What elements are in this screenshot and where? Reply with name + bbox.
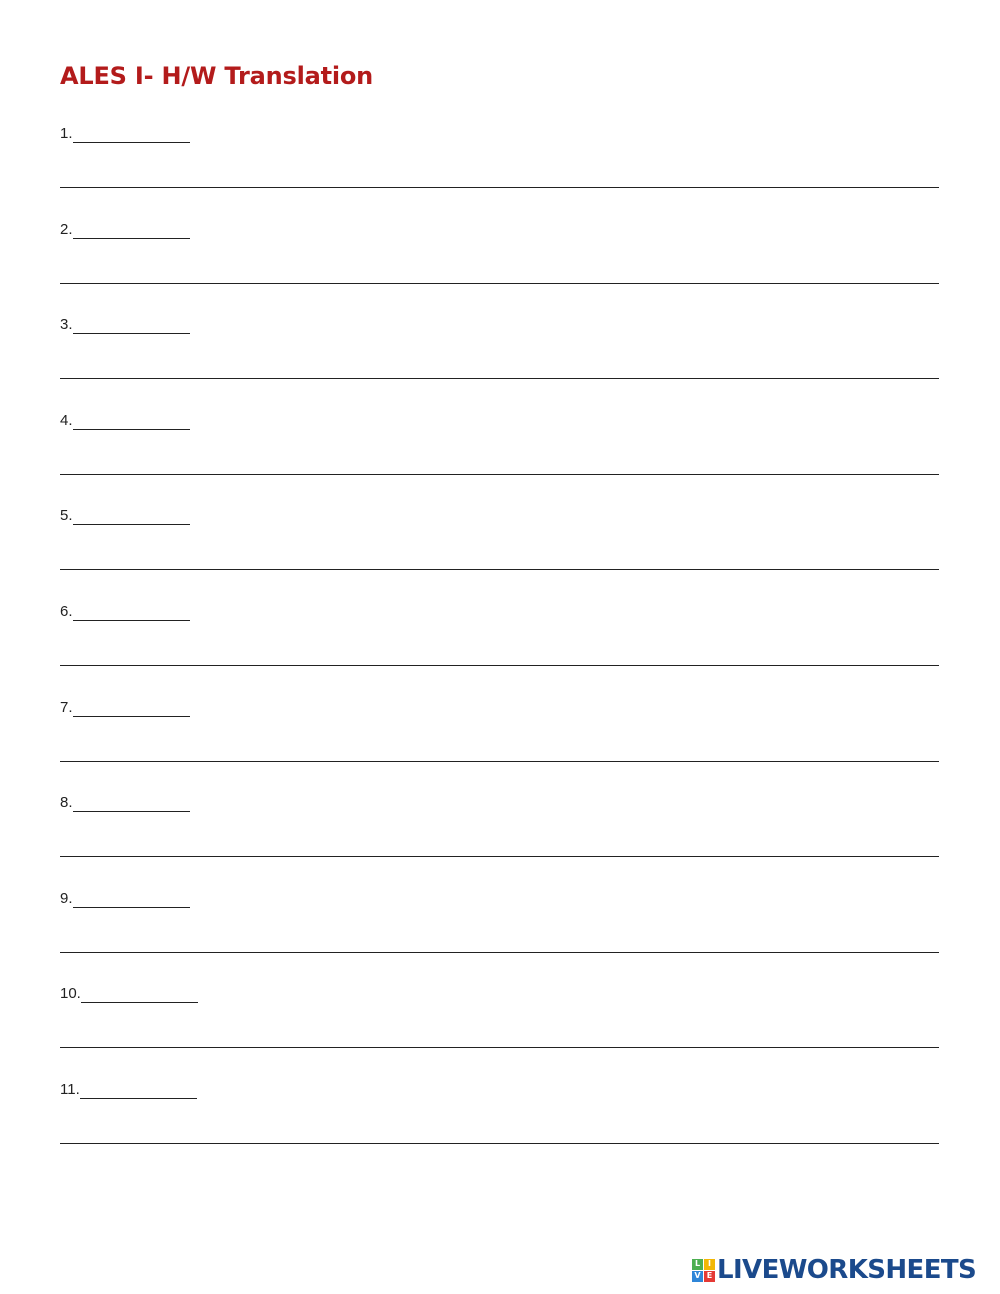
word-blank-field[interactable] bbox=[73, 315, 190, 334]
item-number: 11. bbox=[60, 1080, 80, 1098]
word-blank-field[interactable] bbox=[73, 793, 190, 812]
item-number: 4. bbox=[60, 411, 73, 429]
translation-item bbox=[60, 121, 939, 217]
item-number-row bbox=[60, 503, 190, 525]
translation-answer-line[interactable] bbox=[60, 665, 939, 666]
translation-item bbox=[60, 886, 939, 982]
item-number: 9. bbox=[60, 889, 73, 907]
translation-answer-line[interactable] bbox=[60, 283, 939, 284]
translation-item bbox=[60, 503, 939, 599]
word-blank-field[interactable] bbox=[73, 889, 190, 908]
item-number: 6. bbox=[60, 602, 73, 620]
word-blank-field[interactable] bbox=[73, 602, 190, 621]
translation-item bbox=[60, 981, 939, 1077]
logo-letter-block: V bbox=[692, 1271, 703, 1282]
item-number-row bbox=[60, 599, 190, 621]
translation-item bbox=[60, 695, 939, 791]
logo-letter-block: E bbox=[704, 1271, 715, 1282]
item-number-row bbox=[60, 1077, 197, 1099]
word-blank-field[interactable] bbox=[81, 984, 198, 1003]
logo-letter-block: L bbox=[692, 1259, 703, 1270]
item-number-row bbox=[60, 790, 190, 812]
word-blank-field[interactable] bbox=[73, 124, 190, 143]
translation-answer-line[interactable] bbox=[60, 856, 939, 857]
item-number: 2. bbox=[60, 220, 73, 238]
logo-text: LIVEWORKSHEETS bbox=[717, 1255, 977, 1285]
item-number: 7. bbox=[60, 698, 73, 716]
item-number-row bbox=[60, 217, 190, 239]
item-number-row bbox=[60, 695, 190, 717]
translation-answer-line[interactable] bbox=[60, 761, 939, 762]
item-number: 8. bbox=[60, 794, 73, 812]
translation-answer-line[interactable] bbox=[60, 569, 939, 570]
item-number: 1. bbox=[60, 125, 73, 142]
translation-items-list bbox=[60, 121, 939, 1173]
liveworksheets-logo bbox=[692, 1257, 976, 1283]
item-number: 10. bbox=[60, 985, 81, 1003]
translation-answer-line[interactable] bbox=[60, 378, 939, 379]
item-number-row bbox=[60, 408, 190, 430]
word-blank-field[interactable] bbox=[80, 1080, 197, 1099]
translation-answer-line[interactable] bbox=[60, 1143, 939, 1144]
translation-answer-line[interactable] bbox=[60, 952, 939, 953]
item-number: 3. bbox=[60, 316, 73, 334]
word-blank-field[interactable] bbox=[73, 506, 190, 525]
word-blank-field[interactable] bbox=[73, 411, 190, 430]
translation-answer-line[interactable] bbox=[60, 187, 939, 188]
word-blank-field[interactable] bbox=[73, 220, 190, 239]
item-number-row bbox=[60, 312, 190, 334]
translation-item bbox=[60, 790, 939, 886]
translation-item bbox=[60, 1077, 939, 1173]
translation-item bbox=[60, 217, 939, 313]
translation-answer-line[interactable] bbox=[60, 474, 939, 475]
translation-item bbox=[60, 599, 939, 695]
item-number-row bbox=[60, 981, 198, 1003]
logo-letter-block: I bbox=[704, 1259, 715, 1270]
item-number-row bbox=[60, 121, 190, 143]
worksheet-title: ALES I- H/W Translation bbox=[60, 62, 374, 90]
item-number-row bbox=[60, 886, 190, 908]
word-blank-field[interactable] bbox=[73, 698, 190, 717]
item-number: 5. bbox=[60, 507, 73, 525]
translation-item bbox=[60, 312, 939, 408]
translation-item bbox=[60, 408, 939, 504]
logo-blocks-icon bbox=[692, 1259, 715, 1282]
translation-answer-line[interactable] bbox=[60, 1047, 939, 1048]
